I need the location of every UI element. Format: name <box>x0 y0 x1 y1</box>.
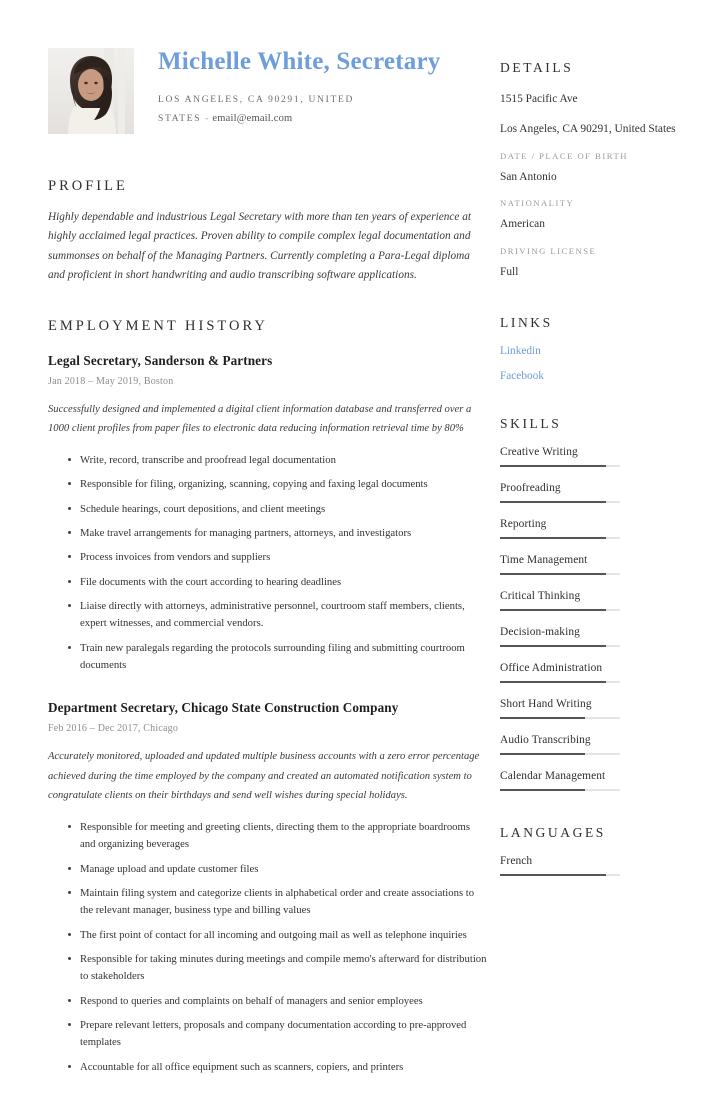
skill-item <box>500 590 694 611</box>
portrait-photo-icon <box>48 48 134 134</box>
skill-rating-fill <box>500 753 585 755</box>
skills-section <box>500 416 694 791</box>
skill-rating-fill <box>500 537 606 539</box>
list-item: Make travel arrangements for managing partners, attorneys, and investigators <box>68 525 488 542</box>
driving-license-value: Full <box>500 265 519 278</box>
avatar <box>48 48 134 134</box>
driving-license-label: DRIVING LICENSE <box>500 245 597 256</box>
languages-heading: LANGUAGES <box>500 825 606 841</box>
list-item: Maintain filing system and categorize clients in alphabetical order and create associations to the relevant manager, business type and billing values <box>68 885 488 920</box>
list-item: The first point of contact for all incoming and outgoing mail as well as telephone inquiries <box>68 927 488 944</box>
language-item <box>500 855 694 876</box>
job-title: Department Secretary, Chicago State Construction Company <box>48 700 399 716</box>
skill-rating-track <box>500 717 620 719</box>
skill-rating-track <box>500 789 620 791</box>
employment-entry <box>48 353 488 674</box>
skill-rating-fill <box>500 501 606 503</box>
dob-value: San Antonio <box>500 170 557 183</box>
skills-heading: SKILLS <box>500 416 562 432</box>
skill-rating-track <box>500 465 620 467</box>
link-linkedin[interactable]: Linkedin <box>500 345 541 358</box>
skill-rating-track <box>500 609 620 611</box>
job-description: Successfully designed and implemented a digital client information database and transferred over a 1000 client profiles from paper files to electronic data reducing information retrieval time by 80% <box>48 403 472 435</box>
link-facebook[interactable]: Facebook <box>500 370 544 383</box>
list-item: Responsible for filing, organizing, scanning, copying and faxing legal documents <box>68 476 488 493</box>
job-bullets <box>48 452 488 674</box>
nationality-value: American <box>500 218 545 231</box>
list-item: Accountable for all office equipment such as scanners, copiers, and printers <box>68 1059 488 1076</box>
links-section <box>500 315 694 382</box>
profile-heading: PROFILE <box>48 178 128 194</box>
job-meta: Jan 2018 – May 2019, Boston <box>48 375 174 387</box>
skill-rating-fill <box>500 609 606 611</box>
list-item: Manage upload and update customer files <box>68 861 488 878</box>
list-item: Responsible for meeting and greeting clients, directing them to the appropriate boardrooms and organizing beverages <box>68 819 488 854</box>
skill-label: Proofreading <box>500 482 561 495</box>
sidebar <box>500 46 694 902</box>
skill-item <box>500 770 694 791</box>
skill-item <box>500 482 694 503</box>
skill-rating-fill <box>500 573 606 575</box>
profile-text: Highly dependable and industrious Legal Secretary with more than ten years of experience at highly acclaimed legal practices. Proven ability to compile complex legal documentation and summonses on behalf of the Managing Partners. Currently completing a Para-Legal diploma and proficient in short handwriting and audio transcribing software applications. <box>48 211 472 282</box>
skill-label: Reporting <box>500 518 547 531</box>
job-title: Legal Secretary, Sanderson & Partners <box>48 352 273 368</box>
main-column <box>48 46 500 1102</box>
contact-line <box>158 92 373 129</box>
list-item: Responsible for taking minutes during meetings and compile memo's afterward for distribution to stakeholders <box>68 951 488 986</box>
skill-rating-track <box>500 681 620 683</box>
skill-item <box>500 518 694 539</box>
job-meta: Feb 2016 – Dec 2017, Chicago <box>48 723 179 735</box>
list-item: Train new paralegals regarding the protocols surrounding filing and submitting courtroom documents <box>68 640 488 675</box>
dob-label: DATE / PLACE OF BIRTH <box>500 150 628 161</box>
skill-label: Creative Writing <box>500 446 578 459</box>
skill-item <box>500 554 694 575</box>
skill-label: Audio Transcribing <box>500 734 591 747</box>
links-heading: LINKS <box>500 315 553 331</box>
skill-rating-fill <box>500 789 585 791</box>
skill-item <box>500 698 694 719</box>
list-item: Schedule hearings, court depositions, and client meetings <box>68 501 488 518</box>
address-line-1: 1515 Pacific Ave <box>500 93 578 105</box>
list-item: Process invoices from vendors and suppliers <box>68 549 488 566</box>
page-title: Michelle White, Secretary <box>158 48 441 75</box>
list-item: Write, record, transcribe and proofread legal documentation <box>68 452 488 469</box>
header-text <box>134 46 440 129</box>
skill-label: Short Hand Writing <box>500 698 592 711</box>
skill-item <box>500 626 694 647</box>
skill-item <box>500 662 694 683</box>
skill-label: Decision-making <box>500 626 580 639</box>
job-bullets <box>48 819 488 1076</box>
skill-rating-track <box>500 573 620 575</box>
language-rating-track <box>500 874 620 876</box>
contact-location: LOS ANGELES, CA 90291, UNITED STATES <box>158 94 355 125</box>
job-description: Accurately monitored, uploaded and updated multiple business accounts with a zero error percentage achieved during the time employed by the company and created an automated notification system to congratulate clients on their birthdays and send well wishes during special holidays. <box>48 751 480 802</box>
skill-label: Critical Thinking <box>500 590 581 603</box>
nationality-label: NATIONALITY <box>500 198 575 209</box>
resume-header <box>48 46 488 134</box>
skill-rating-fill <box>500 465 606 467</box>
skill-rating-track <box>500 645 620 647</box>
skill-rating-track <box>500 753 620 755</box>
list-item: Liaise directly with attorneys, administrative personnel, courtroom staff members, clients, expert witnesses, and commercial vendors. <box>68 598 488 633</box>
skill-item <box>500 734 694 755</box>
employment-heading: EMPLOYMENT HISTORY <box>48 317 268 334</box>
details-heading: DETAILS <box>500 60 574 75</box>
list-item: Prepare relevant letters, proposals and company documentation according to pre-approved templates <box>68 1017 488 1052</box>
details-section <box>500 60 694 281</box>
skill-rating-fill <box>500 717 585 719</box>
employment-entry <box>48 700 488 1076</box>
languages-section <box>500 825 694 876</box>
skill-rating-track <box>500 501 620 503</box>
skill-label: Calendar Management <box>500 770 606 783</box>
skill-rating-track <box>500 537 620 539</box>
contact-separator: - <box>205 114 209 125</box>
list-item: Respond to queries and complaints on behalf of managers and senior employees <box>68 993 488 1010</box>
address-line-2: Los Angeles, CA 90291, United States <box>500 123 676 136</box>
language-rating-fill <box>500 874 606 876</box>
language-label: French <box>500 855 533 868</box>
skill-rating-fill <box>500 645 606 647</box>
contact-email: email@email.com <box>212 113 293 125</box>
skill-item <box>500 446 694 467</box>
skill-rating-fill <box>500 681 606 683</box>
list-item: File documents with the court according to hearing deadlines <box>68 574 488 591</box>
skill-label: Office Administration <box>500 662 603 675</box>
skill-label: Time Management <box>500 554 588 567</box>
